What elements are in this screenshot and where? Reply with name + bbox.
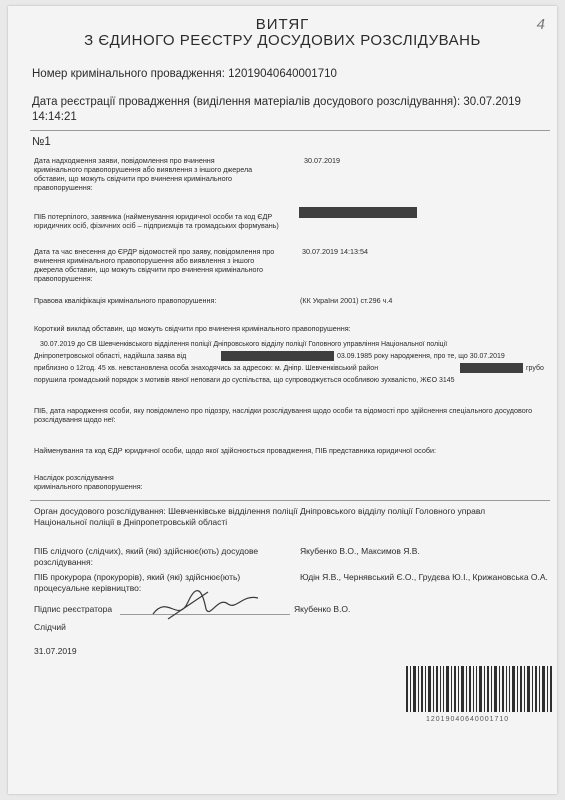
prosecutor-value: Юдін Я.В., Чернявський Є.О., Грудєва Ю.І., Крижановська О.А.	[300, 572, 548, 582]
field-entry-datetime-value: 30.07.2019 14:13:54	[302, 247, 368, 256]
field-entry-datetime-label: Дата та час внесення до ЄРДР відомостей про заяву, повідомлення про вчинення кримінального правопорушення або виявлення з іншого джерела обставин, що можуть свідчити про вчинення кримінального правопорушення:	[34, 247, 275, 283]
divider	[30, 500, 550, 501]
investigator-label: ПІБ слідчого (слідчих), який (які) здійснює(ють) досудове розслідування:	[34, 546, 259, 567]
field-receipt-date-label: Дата надходження заяви, повідомлення про вчинення кримінального правопорушення або виявлення з іншого джерела обставин, що можуть свідчити про вчинення кримінального правопорушення:	[34, 156, 253, 192]
circumstances-line-4: порушила громадський порядок з мотивів явної неповаги до суспільства, що супроводжується особливою зухвалістю, ЖЄО 3145	[34, 377, 455, 384]
redacted-address	[460, 363, 523, 373]
redacted-victim	[299, 207, 417, 218]
field-qualification-label: Правова кваліфікація кримінального правопорушення:	[34, 296, 217, 305]
section-number: №1	[32, 136, 51, 148]
document-title: ВИТЯГ	[255, 16, 310, 33]
field-qualification-value: (КК України 2001) ст.296 ч.4	[300, 296, 393, 305]
field-victim-label: ПІБ потерпілого, заявника (найменування юридичної особи та код ЄДР юридичних осіб, фізичних осіб – підприємців та громадських формувань)	[34, 212, 279, 230]
document-page	[8, 6, 557, 794]
field-receipt-date-value: 30.07.2019	[304, 156, 340, 165]
organ-line-2: Національної поліції в Дніпропетровській області	[34, 517, 228, 527]
organ-line-1: Орган досудового розслідування: Шевченківське відділення поліції Дніпровського відділу поліції Головного управл	[34, 506, 486, 516]
circumstances-line-2b: 03.09.1985 року народження, про те, що 30.07.2019	[337, 353, 505, 360]
field-circumstances-label: Короткий виклад обставин, що можуть свідчити про вчинення кримінального правопорушення:	[34, 324, 351, 333]
circumstances-line-2a: Дніпропетровської області, надійшла заява від	[34, 353, 187, 360]
divider	[30, 130, 550, 131]
redacted-applicant	[221, 351, 334, 361]
field-result-label: Наслідок розслідування кримінального правопорушення:	[34, 473, 143, 491]
document-subtitle: З ЄДИНОГО РЕЄСТРУ ДОСУДОВИХ РОЗСЛІДУВАНЬ	[84, 32, 481, 49]
field-suspect-label: ПІБ, дата народження особи, яку повідомлено про підозру, наслідки розслідування щодо особи та відомості про здійснення спеціального досудового розслідування щодо неї:	[34, 406, 533, 424]
barcode-number: 12019040640001710	[426, 716, 510, 723]
proceeding-number-label: Номер кримінального провадження:	[32, 68, 225, 80]
proceeding-number	[32, 68, 337, 80]
corner-mark: 4	[536, 16, 545, 33]
field-legal-entity-label: Найменування та код ЄДР юридичної особи, щодо якої здійснюється провадження, ПІБ представника юридичної особи:	[34, 446, 436, 455]
investigator-value: Якубенко В.О., Максимов Я.В.	[300, 546, 420, 556]
barcode-icon	[406, 666, 552, 712]
prosecutor-label: ПІБ прокурора (прокурорів), який (які) здійснює(ють) процесуальне керівництво:	[34, 572, 241, 593]
signature-name: Якубенко В.О.	[294, 604, 351, 614]
circumstances-line-3: приблизно о 12год. 45 хв. невстановлена особа знаходячись за адресою: м. Дніпр. Шевченківський район	[34, 365, 379, 372]
registration-date-line1: Дата реєстрації провадження (виділення матеріалів досудового розслідування): 30.07.2019	[32, 96, 521, 108]
proceeding-number-value: 12019040640001710	[228, 68, 337, 80]
signer-role: Слідчий	[34, 622, 66, 632]
signature-label: Підпис реєстратора	[34, 604, 113, 614]
circumstances-line-1: 30.07.2019 до СВ Шевченківського відділення поліції Дніпровського відділу поліції Головного управління Національної поліції	[40, 341, 448, 348]
registration-date-line2: 14:14:21	[32, 111, 77, 123]
signature-mark	[148, 584, 268, 624]
document-date: 31.07.2019	[34, 646, 77, 656]
circumstances-line-3b: грубо	[526, 365, 544, 372]
